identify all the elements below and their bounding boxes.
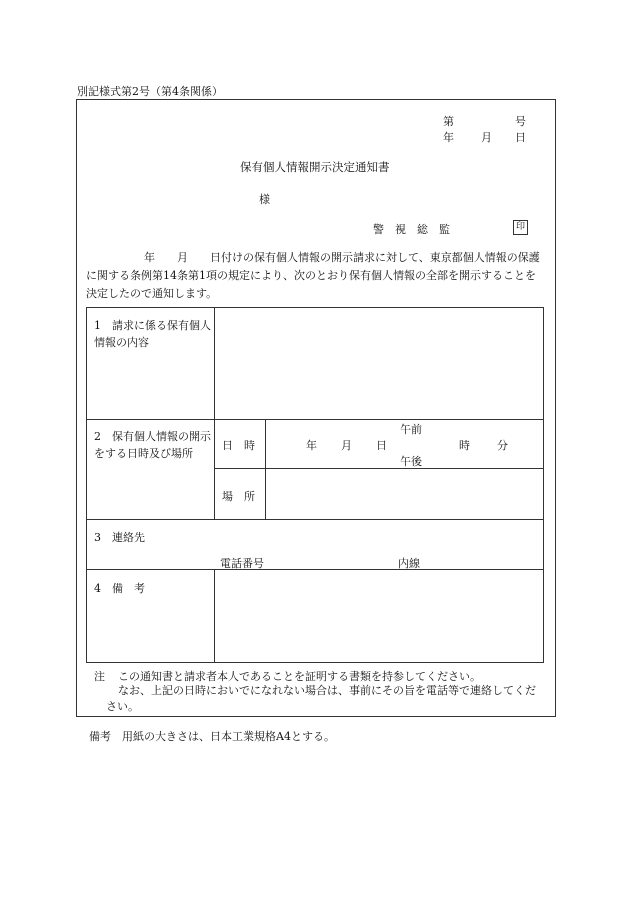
extension-label: 内線: [398, 557, 420, 570]
datetime-day: 日: [376, 439, 387, 452]
doc-number-dai: 第: [443, 115, 454, 128]
datetime-year: 年: [306, 439, 317, 452]
datetime-minute: 分: [497, 439, 508, 452]
phone-label: 電話番号: [220, 557, 264, 570]
date-year: 年: [443, 131, 454, 144]
issuer-name: 警 視 総 監: [373, 223, 450, 236]
datetime-month: 月: [341, 439, 352, 452]
table-left-border: [86, 307, 87, 662]
row3-label: 3 連絡先: [94, 531, 145, 544]
table-bottom-border: [86, 662, 544, 663]
datetime-hour: 時: [459, 439, 470, 452]
doc-number-go: 号: [515, 115, 526, 128]
table-row-divider: [214, 468, 544, 469]
row4-label: 4 備 考: [94, 582, 145, 595]
date-day: 日: [515, 131, 526, 144]
table-row-divider: [86, 419, 544, 420]
note-line2: なお、上記の日時においでになれない場合は、事前にその旨を電話等で連絡してください。: [106, 684, 536, 713]
table-top-border: [86, 307, 544, 308]
row2-label: 2 保有個人情報の開示をする日時及び場所: [94, 430, 211, 460]
table-column-divider: [214, 569, 215, 662]
document-title: 保有個人情報開示決定通知書: [240, 160, 390, 174]
addressee-sama: 様: [259, 193, 270, 206]
note-prefix: 注: [94, 670, 105, 683]
notice-body: [86, 249, 542, 303]
table-row-divider: [86, 519, 544, 520]
note-line1: この通知書と請求者本人であることを証明する書類を持参してください。: [118, 670, 481, 683]
place-label: 場 所: [222, 490, 255, 503]
form-number-label: 別記様式第2号（第4条関係）: [77, 85, 223, 98]
table-column-divider: [214, 307, 215, 519]
gozen-label: 午前: [400, 423, 422, 436]
table-right-border: [543, 307, 544, 662]
body-text: 日付けの保有個人情報の開示請求に対して、東京都個人情報の保護に関する条例第14条第1項の規定により、次のとおり保有個人情報の全部を開示することを決定したので通知します。: [86, 251, 540, 300]
seal-stamp: 印: [513, 220, 528, 235]
gogo-label: 午後: [400, 455, 422, 468]
body-month: 月: [177, 251, 188, 264]
row1-label: 1 請求に係る保有個人情報の内容: [94, 319, 211, 349]
document-frame: [76, 99, 556, 717]
footer-note: 備考 用紙の大きさは、日本工業規格A4とする。: [89, 730, 335, 743]
body-year: 年: [144, 251, 155, 264]
date-month: 月: [481, 131, 492, 144]
table-column-divider: [265, 419, 266, 519]
datetime-label: 日 時: [222, 439, 255, 452]
table-row-divider: [86, 569, 544, 570]
